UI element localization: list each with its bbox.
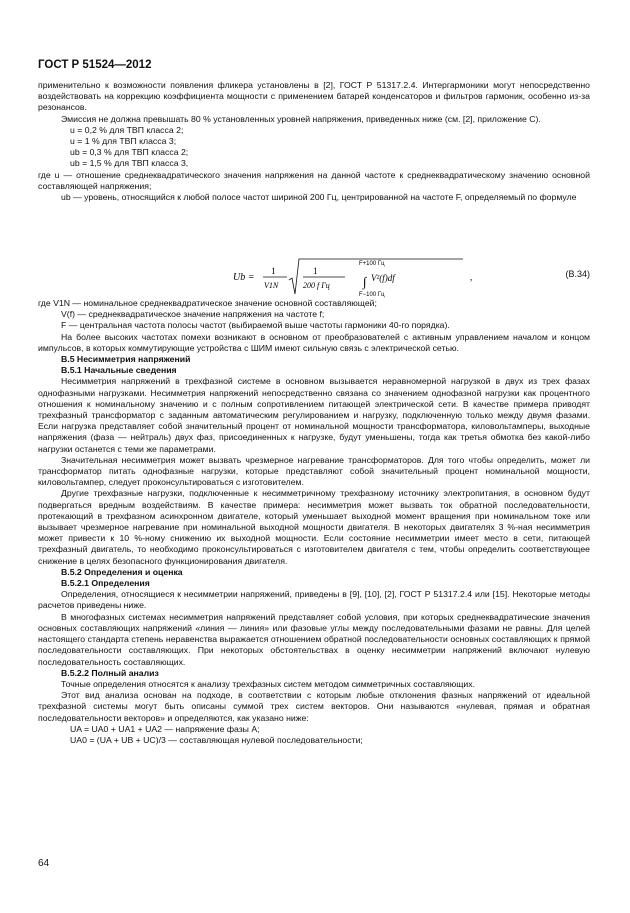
paragraph: Значительная несимметрия может вызвать чрезмерное нагревание трансформаторов. Для того чтобы определить, может ли трансформатор питать однофазные нагрузки, которые представляют собой значительный процент номинальной мощности, киловольтампер, следует проконсультироваться с изготовителем.	[38, 454, 590, 488]
paragraph: Определения, относящиеся к несимметрии напряжений, приведены в [9], [10], [2], ГОСТ Р 51317.2.4 или [15]. Некоторые методы расчетов приведены ниже.	[38, 589, 590, 611]
paragraph: Этот вид анализа основан на подходе, в соответствии с которым любые отклонения фазных напряжений от идеальной трехфазной системы могут быть описаны суммой трех систем векторов. Они называются «нулевая, прямая и обратная последовательности векторов» и определяются, как указано ниже:	[38, 690, 590, 723]
list-item: u = 1 % для ТВП класса 3;	[70, 136, 177, 147]
formula-integrand: V²(f)df	[371, 273, 395, 283]
paragraph: Точные определения относятся к анализу трехфазных систем методом симметричных составляющих.	[61, 678, 476, 689]
section-heading: В.5 Несимметрия напряжений	[61, 354, 191, 365]
formula-den-b: 200 f Гц	[303, 281, 330, 290]
paragraph: Другие трехфазные нагрузки, подключенные к несимметричному трехфазному источнику электропитания, в основном будут подвергаться вредным воздействиям. В качестве примера: несимметрия может вызвать ток обратной последовательности, протекающий в трехфазном асинхронном двигателе, который уменьшает выходной момент вращения при номинальном токе или вызывает чрезмерное нагревание при номинальной выходной мощности двигателя. В некоторых двигателях 3 %-ная несимметрия может привести к 10 %-ному снижению их выходной мощности. Если состояние несимметрии имеет место в сети, питающей трехфазный двигатель, то необходимо проконсультироваться с изготовителем двигателя с тем, чтобы определить соответствующее снижение в целях безопасного функционирования двигателя.	[38, 488, 590, 566]
paragraph: Несимметрия напряжений в трехфазной системе в основном вызывается неравномерной нагрузкой в двух из трех фазах однофазными нагрузками. Несимметрия напряжений непосредственно связана со значением однофазной нагрузки как процентного отношения к номинальному значению и с полным сопротивлением питающей электрической сети. В качестве примера приводят трехфазный трансформатор с заданным автоматическим регулированием и нагрузку, подключенную только между двумя фазами. Если нагрузка представляет собой значительный процент от номинальной мощности трансформатора, киловольтамперы, выходные напряжения (фаза — нейтраль) двух фаз, присоединенных к нагрузке, будут уменьшены, тогда как третья обмотка без какой-либо нагрузки останется с теми же параметрами.	[38, 376, 590, 454]
paragraph: ub — уровень, относящийся к любой полосе частот шириной 200 Гц, центрированной на частоте F, определяемый по формуле	[61, 192, 577, 203]
formula-one-b: 1	[313, 266, 318, 276]
section-heading: В.5.2 Определения и оценка	[61, 566, 183, 577]
equation-line: UA0 = (UA + UB + UC)/3 — составляющая нулевой последовательности;	[70, 734, 363, 745]
paragraph: В многофазных системах несимметрия напряжений представляет собой условия, при которых среднеквадратические значения основных составляющих напряжений «линия — линия» или фазовые углы между последовательными фазами не равны. Для целей настоящего стандарта степень неравенства выражается отношением обратной последовательности основных составляющих к прямой последовательности составляющих. При некоторых обстоятельствах в оценку несимметрии напряжений включают нулевую последовательность составляющих.	[38, 611, 590, 667]
paragraph: V(f) — среднеквадратическое значение напряжения на частоте f;	[61, 309, 325, 320]
formula-number: (В.34)	[565, 269, 590, 279]
formula-one-a: 1	[271, 266, 276, 276]
paragraph: применительно к возможности появления фликера установлены в [2], ГОСТ Р 51317.2.4. Интергармоники могут непосредственно воздействовать на коррекцию коэффициента мощности с применением батарей конденсаторов и фильтров гармоник, особенно из-за резонансов.	[38, 80, 590, 113]
formula-comma: ,	[470, 272, 473, 282]
paragraph: F — центральная частота полосы частот (выбираемой выше частоты гармоники 40-го порядка).	[61, 320, 450, 331]
paragraph: Эмиссия не должна превышать 80 % установленных уровней напряжения, приведенных ниже (см. [2], приложение С).	[61, 113, 541, 124]
formula-den-a: V1N	[264, 281, 279, 290]
list-item: ub = 0,3 % для ТВП класса 2;	[70, 147, 189, 158]
formula-upper-limit: F+100 Гц	[359, 261, 385, 267]
paragraph: где V1N — номинальное среднеквадратическое значение основной составляющей;	[38, 298, 377, 308]
text-block-top	[38, 80, 590, 203]
list-item: ub = 1,5 % для ТВП класса 3,	[70, 158, 189, 169]
integral-sign: ∫	[363, 274, 367, 289]
page-number: 64	[38, 858, 50, 869]
text-block-bottom	[38, 298, 590, 746]
formula-graphic	[223, 256, 603, 298]
equation-line: UA = UA0 + UA1 + UA2 — напряжение фазы А;	[70, 723, 260, 734]
list-item: u = 0,2 % для ТВП класса 2;	[70, 124, 184, 135]
section-heading: В.5.1 Начальные сведения	[61, 365, 177, 376]
formula-lower-limit: F−100 Гц	[359, 292, 385, 298]
formula-lhs: Ub =	[233, 272, 255, 283]
paragraph: На более высоких частотах помехи возникают в основном от преобразователей с активным управлением началом и концом импульсов, в которых коммутирующие устройства с ШИМ имеют сильную связь с электрической сетью.	[38, 331, 590, 353]
formula-b34	[38, 256, 590, 298]
section-heading: В.5.2.2 Полный анализ	[61, 667, 159, 678]
section-heading: В.5.2.1 Определения	[61, 578, 150, 589]
document-header: ГОСТ Р 51524—2012	[38, 59, 152, 71]
paragraph: где u — отношение среднеквадратического значения напряжения на данной частоте к среднеквадратическому значению основной составляющей напряжения;	[38, 169, 590, 191]
